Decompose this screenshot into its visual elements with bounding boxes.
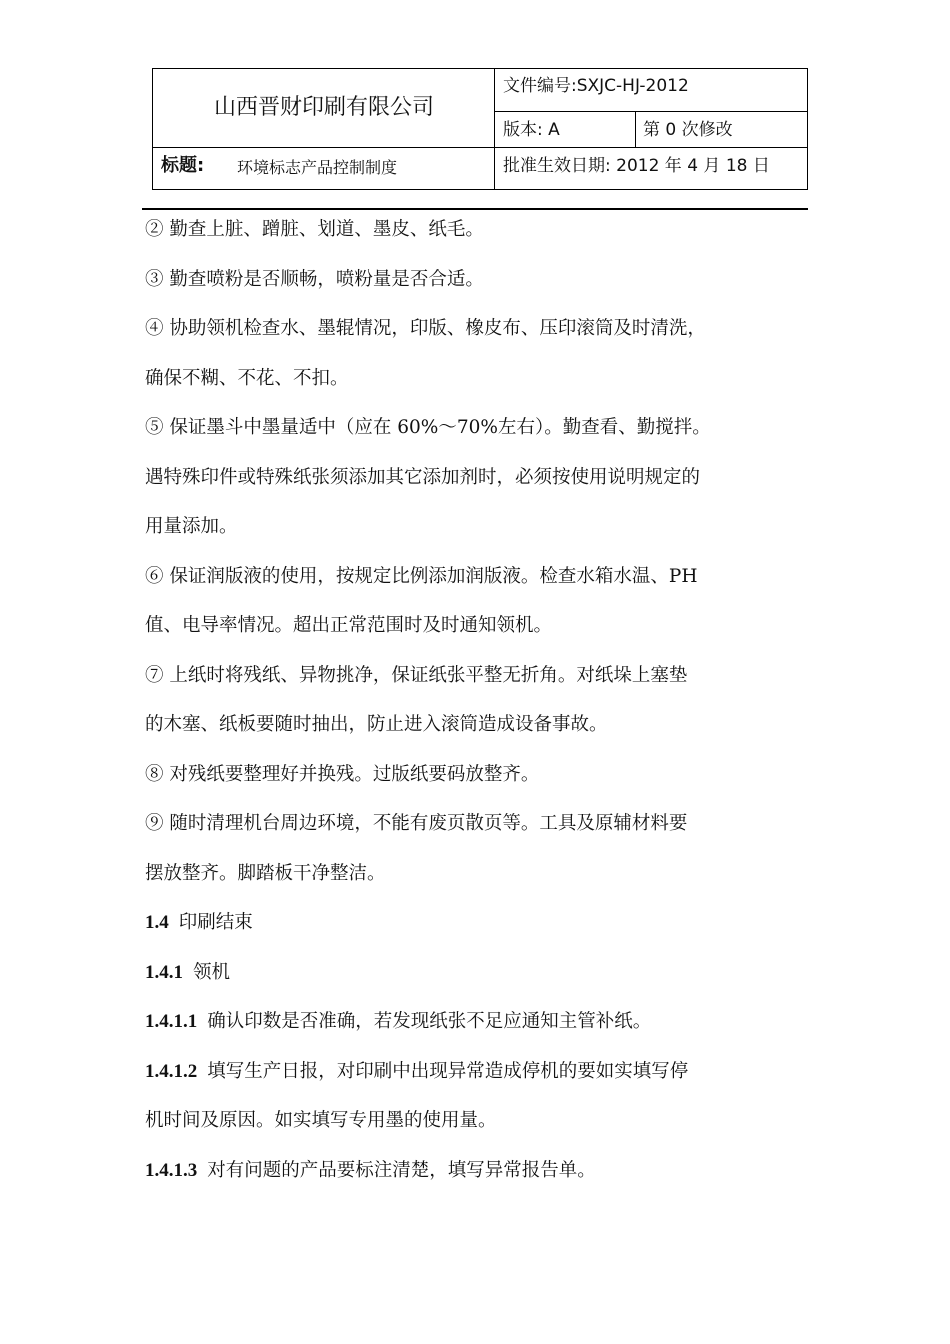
body-line: ⑦ 上纸时将残纸、异物挑净，保证纸张平整无折角。对纸垛上塞垫 — [145, 664, 688, 686]
section-text: 印刷结束 — [178, 912, 253, 933]
document-title: 环境标志产品控制制度 — [237, 158, 398, 177]
body-line: 的木塞、纸板要随时抽出，防止进入滚筒造成设备事故。 — [145, 714, 608, 735]
section-text: 填写生产日报，对印刷中出现异常造成停机的要如实填写停 — [207, 1060, 689, 1082]
body-line: ② 勤查上脏、蹭脏、划道、墨皮、纸毛。 — [145, 219, 484, 240]
body-line: 值、电导率情况。超出正常范围时及时通知领机。 — [145, 615, 553, 636]
body-line: ⑥ 保证润版液的使用，按规定比例添加润版液。检查水箱水温、PH — [145, 565, 698, 587]
section-item — [145, 1047, 810, 1097]
section-number: 1.4.1.2 — [145, 1060, 198, 1082]
header-divider-docno — [494, 111, 808, 112]
section-number: 1.4.1.3 — [145, 1159, 198, 1181]
section-continuation — [145, 1096, 810, 1146]
body-line: ④ 协助领机检查水、墨辊情况，印版、橡皮布、压印滚筒及时清洗， — [145, 318, 706, 339]
title-label: 标题: — [161, 155, 205, 176]
section-number: 1.4.1.1 — [145, 1011, 198, 1032]
body-line: 摆放整齐。脚踏板干净整洁。 — [145, 862, 386, 884]
body-line: ⑨ 随时清理机台周边环境，不能有废页散页等。工具及原辅材料要 — [145, 813, 688, 834]
section-text: 确认印数是否准确，若发现纸张不足应通知主管补纸。 — [207, 1011, 652, 1032]
revision: 第 0 次修改 — [643, 120, 733, 140]
body-line: 确保不糊、不花、不扣。 — [145, 367, 349, 389]
section-item — [145, 1146, 810, 1196]
body-line: ③ 勤查喷粉是否顺畅，喷粉量是否合适。 — [145, 268, 484, 290]
section-number: 1.4 — [145, 912, 169, 933]
company-name: 山西晋财印刷有限公司 — [213, 94, 434, 120]
header-divider-title — [153, 147, 808, 148]
document-body — [145, 205, 810, 1195]
body-line: ⑤ 保证墨斗中墨量适中（应在 60%～70%左右）。勤查看、勤搅拌。 — [145, 417, 711, 438]
section-text: 领机 — [193, 961, 231, 983]
section-heading — [145, 898, 810, 948]
effective-date: 批准生效日期: 2012 年 4 月 18 日 — [503, 156, 770, 176]
version: 版本: A — [503, 120, 560, 140]
section-number: 1.4.1 — [145, 961, 183, 983]
section-text: 机时间及原因。如实填写专用墨的使用量。 — [145, 1110, 497, 1131]
header-divider-version — [635, 111, 636, 147]
section-heading — [145, 948, 810, 998]
body-line: 遇特殊印件或特殊纸张须添加其它添加剂时，必须按使用说明规定的 — [145, 466, 701, 488]
doc-number: 文件编号:SXJC-HJ-2012 — [503, 76, 689, 96]
document-header-table — [152, 68, 808, 190]
section-item — [145, 997, 810, 1047]
body-line: 用量添加。 — [145, 516, 238, 537]
section-text: 对有问题的产品要标注清楚，填写异常报告单。 — [207, 1159, 596, 1181]
body-line: ⑧ 对残纸要整理好并换残。过版纸要码放整齐。 — [145, 763, 540, 785]
